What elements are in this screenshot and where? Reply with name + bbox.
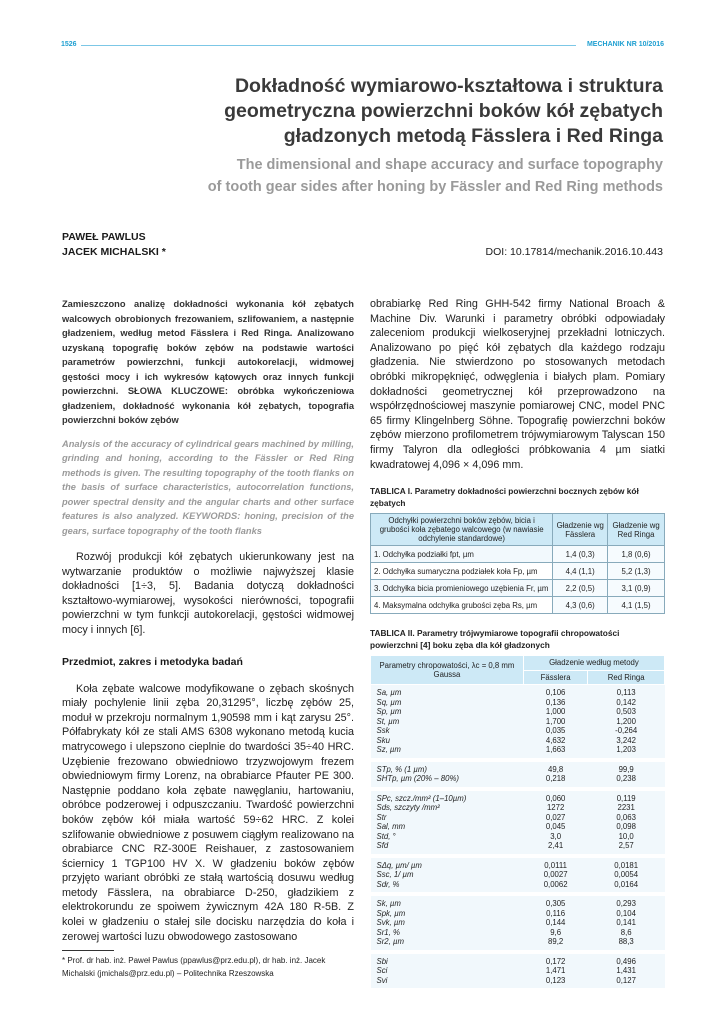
title-en-line: of tooth gear sides after honing by Fässler and Red Ring methods <box>207 179 663 195</box>
parameter-value: 0,060 <box>545 793 566 803</box>
table-cell: 4,3 (0,6) <box>553 597 608 614</box>
parameter-value: -0,264 <box>615 726 638 736</box>
parameter-name: Sku <box>376 735 390 745</box>
table-cell <box>371 760 524 789</box>
table-row <box>371 580 665 597</box>
author-name: PAWEŁ PAWLUS <box>62 231 146 243</box>
parameter-name: Sci <box>376 966 388 976</box>
parameter-value: 1,471 <box>545 966 566 976</box>
table-cell <box>588 894 665 952</box>
parameter-value: 2231 <box>617 803 635 813</box>
title-en-line: The dimensional and shape accuracy and surface topography <box>236 157 663 173</box>
table2-head-col: Fässlera <box>523 670 587 685</box>
parameter-value: 4,632 <box>545 735 566 745</box>
title-pl-line: gładzonych metodą Fässlera i Red Ringa <box>283 125 663 147</box>
parameter-value: 0,218 <box>545 774 566 784</box>
table-cell <box>523 894 587 952</box>
table-cell <box>523 952 587 991</box>
parameter-value: 0,045 <box>545 822 566 832</box>
table-row <box>371 894 665 952</box>
parameter-value: 0,104 <box>616 908 636 918</box>
table1-head-cell: Gładzenie wg Fässlera <box>553 514 608 546</box>
table-cell <box>371 894 524 952</box>
footnote: * Prof. dr hab. inż. Paweł Pawlus (ppawlus@prz.edu.pl), dr hab. inż. Jacek Michalski (jmichals@prz.edu.pl) – Politechnika Rzeszowska <box>62 956 326 978</box>
parameter-name: Spk, µm <box>376 908 406 918</box>
table-row <box>371 952 665 991</box>
parameter-name: SΔq, µm/ µm <box>376 860 422 870</box>
parameter-value: 0,119 <box>616 793 636 803</box>
parameter-value: 0,142 <box>616 697 636 707</box>
table-cell: 4,4 (1,1) <box>553 563 608 580</box>
journal-name: MECHANIK NR 10/2016 <box>586 41 664 48</box>
table1-head-cell: Odchyłki powierzchni boków zębów, bicia i grubości koła zębatego walcowego (w nawiasie odchylenie standardowe) <box>371 514 553 546</box>
parameter-name: Sr2, µm <box>376 937 404 947</box>
parameter-name: Svi <box>376 975 388 985</box>
parameter-value: 0,0111 <box>544 860 567 870</box>
parameter-name: Sr1, % <box>376 927 400 937</box>
parameter-value: 0,305 <box>545 899 566 909</box>
title-pl-line: geometryczna powierzchni boków kół zębatych <box>224 100 663 122</box>
parameter-value: 0,063 <box>616 812 636 822</box>
table-cell: 5,2 (1,3) <box>608 563 665 580</box>
parameter-value: 0,113 <box>616 688 636 698</box>
abstract-polish: Zamieszczono analizę dokładności wykonania kół zębatych walcowych obrobionych frezowaniem, szlifowaniem, a następnie gładzeniem, według metod Fässlera i Red Ringa. Analizowano uzyskaną topografię boków zębów na podstawie wartości parametrów powierzchni, funkcji autokorelacji, widmowej gęstości mocy i ich wykresów kątowych oraz innych funkcji powierzchni. SŁOWA KLUCZOWE: obróbka wykończeniowa gładzeniem, dokładność wykonania kół zębatych, topografia powierzchni boków zębów <box>62 299 354 425</box>
parameter-value: 1,200 <box>616 716 636 726</box>
parameter-value: 0,127 <box>616 975 636 985</box>
table-row <box>371 546 665 563</box>
table-cell: 4. Maksymalna odchyłka grubości zęba Rs, µm <box>371 597 553 614</box>
title-pl-line: Dokładność wymiarowo-kształtowa i struktura <box>234 75 663 97</box>
table-row <box>371 563 665 580</box>
parameter-value: 89,2 <box>548 937 564 947</box>
author-name: JACEK MICHALSKI * <box>62 246 166 258</box>
title-english <box>143 154 663 198</box>
parameter-value: 2,57 <box>618 841 634 851</box>
table-cell: 1,8 (0,6) <box>608 546 665 563</box>
table-cell <box>371 856 524 895</box>
parameter-name: Sa, µm <box>376 688 402 698</box>
parameter-value: 0,496 <box>616 956 636 966</box>
parameter-value: 0,0027 <box>543 870 568 880</box>
table-cell: 3,1 (0,9) <box>608 580 665 597</box>
parameter-value: 0,0054 <box>614 870 639 880</box>
parameter-value: 0,027 <box>545 812 566 822</box>
table2-caption: TABLICA II. Parametry trójwymiarowe topografii chropowatości powierzchni [4] boku zęba dla kół gładzonych <box>370 628 620 650</box>
table2-head-group: Gładzenie według metody <box>523 656 664 671</box>
parameter-name: Ssk <box>376 726 390 736</box>
table-cell <box>588 789 665 856</box>
table2-body <box>371 685 665 991</box>
table2-head-col: Red Ringa <box>588 670 665 685</box>
table1-head-cell: Gładzenie wg Red Ringa <box>608 514 665 546</box>
parameter-value: 0,035 <box>545 726 566 736</box>
parameter-value: 0,0181 <box>614 860 639 870</box>
parameter-name: St, µm <box>376 716 400 726</box>
table1-caption: TABLICA I. Parametry dokładności powierzchni bocznych zębów kół zębatych <box>370 486 639 508</box>
table2-head-param: Parametry chropowatości, λc = 0,8 mm Gaussa <box>371 656 524 685</box>
parameter-value: 88,3 <box>618 937 634 947</box>
table1 <box>370 513 665 614</box>
table-cell <box>588 685 665 760</box>
table-cell <box>588 952 665 991</box>
parameter-value: 0,0164 <box>614 879 639 889</box>
table-cell <box>371 685 524 760</box>
table-row <box>371 856 665 895</box>
parameter-value: 3,242 <box>616 735 636 745</box>
parameter-value: 0,098 <box>616 822 636 832</box>
parameter-name: Sfd <box>376 841 389 851</box>
section-heading: Przedmiot, zakres i metodyka badań <box>62 655 243 668</box>
footnote-rule <box>62 950 114 951</box>
parameter-value: 1,700 <box>545 716 566 726</box>
parameter-value: 0,0062 <box>543 879 568 889</box>
abstract-english: Analysis of the accuracy of cylindrical gears machined by milling, grinding and honing, according to the Fässler or Red Ring methods is given. The resulting topography of the tooth flanks on the basis of surface characteristics, autocorrelation functions, power spectral density and the angular charts and other surface features is also analyzed. KEYWORDS: honing, precision of the gears, surface topography of the tooth flanks <box>62 438 354 536</box>
parameter-value: 0,136 <box>545 697 566 707</box>
page-number: 1526 <box>61 41 77 48</box>
parameter-value: 0,141 <box>616 918 636 928</box>
parameter-name: Sbi <box>376 956 388 966</box>
parameter-name: Sds, szczyty /mm² <box>376 803 440 813</box>
parameter-name: Str <box>376 812 387 822</box>
doi: DOI: 10.17814/mechanik.2016.10.443 <box>485 246 663 258</box>
table-row <box>371 597 665 614</box>
parameter-name: Sz, µm <box>376 745 401 755</box>
parameter-value: 1,000 <box>545 707 566 717</box>
running-header <box>61 41 664 53</box>
parameter-value: 0,293 <box>616 899 636 909</box>
parameter-value: 10,0 <box>618 831 634 841</box>
parameter-value: 1,663 <box>545 745 566 755</box>
parameter-name: SHTp, µm (20% – 80%) <box>376 774 459 784</box>
table-cell <box>523 789 587 856</box>
table2 <box>370 655 665 992</box>
parameter-name: Sp, µm <box>376 707 402 717</box>
parameter-name: Svk, µm <box>376 918 405 928</box>
table-cell <box>371 952 524 991</box>
parameter-value: 99,9 <box>618 764 634 774</box>
right-paragraph: obrabiarkę Red Ring GHH-542 firmy National Broach & Machine Div. Warunki i parametry obróbki odpowiadały zaleceniom produkcji wielkoseryjnej przekładni lotniczych. Analizowano po pięć kół zębatych dla każdego rodzaju gładzenia. Nie stwierdzono po stosowanych metodach obróbki mikropęknięć, odwęglenia i białych plam. Pomiary dokładności geometrycznej kół przeprowadzono na współrzędnościowej maszynie pomiarowej CNC, model PNC 65 firmy Klingelnberg Söhne. Topografię powierzchni boków zębów mierzono profilometrem trójwymiarowym Talyscan 150 firmy Talyron dla odległości próbkowania 4 µm siatki kwadratowej 4,096 × 4,096 mm. <box>370 298 665 471</box>
parameter-value: 2,41 <box>548 841 564 851</box>
parameter-value: 0,106 <box>545 688 566 698</box>
authors <box>62 230 166 260</box>
table-row <box>371 789 665 856</box>
parameter-value: 0,144 <box>545 918 566 928</box>
method-paragraph: Koła zębate walcowe modyfikowane o zębach skośnych miały pochylenie linii zęba 20,31295°, liczbę zębów 25, moduł w przekroju normalnym 1,90598 mm i kąt zarysu 25°. Półfabrykaty kół ze stali AMS 6308 wykonano metodą kucia matrycowego i ulepszono cieplnie do twardości 35÷40 HRC. Uzębienie frezowano obwiedniowo trzyzwojowym frezem obwiedniowym firmy Lorenz, na obrabiarce Pfauter PE 300. Następnie poddano koła zębate nawęglaniu, hartowaniu, obróbce podzerowej i odpuszczaniu. Twardość powierzchni boków zębów kół miała wartość 59÷62 HRC. Z kolei szlifowanie obwiedniowe z posuwem ciągłym realizowano na obrabiarce CNC RZ-300E Reishauer, z zastosowaniem ściernicy 1 TGP100 HV X. W gładzeniu boków zębów przyjęto wariant obróbki ze stałą wartością dosuwu według metody Fässlera, na obrabiarce D-250, gładzikiem z elektrokorundu ze spoiwem żywicznym 42A 180 R-5B. Z kolei w gładzeniu o stałej sile docisku narzędzia do koła i zerowej wartości luzu obwodowego zastosowano <box>62 682 354 943</box>
parameter-value: 9,6 <box>550 927 562 937</box>
table-cell: 2. Odchyłka sumaryczna podziałek koła Fp, µm <box>371 563 553 580</box>
table-cell <box>523 760 587 789</box>
table-cell <box>588 856 665 895</box>
parameter-value: 1,431 <box>616 966 636 976</box>
title-polish <box>143 74 663 149</box>
introduction-paragraph: Rozwój produkcji kół zębatych ukierunkowany jest na wytwarzanie produktów o możliwie najwyższej klasie dokładności [1÷3, 5]. Badania dotyczą dokładności kształtowo-wymiarowej, wysokości nierówności, topografii powierzchni w tym funkcji autokorelacji, gęstości widmowej mocy i innych [6]. <box>62 551 354 636</box>
parameter-name: Sal, mm <box>376 822 406 832</box>
table-cell: 4,1 (1,5) <box>608 597 665 614</box>
table-cell: 1. Odchyłka podziałki fpt, µm <box>371 546 553 563</box>
parameter-name: Sk, µm <box>376 899 401 909</box>
table-cell <box>523 856 587 895</box>
parameter-name: Sq, µm <box>376 697 402 707</box>
table-cell <box>588 760 665 789</box>
table-cell: 2,2 (0,5) <box>553 580 608 597</box>
parameter-value: 49,8 <box>548 764 564 774</box>
parameter-value: 3,0 <box>550 831 562 841</box>
parameter-value: 0,123 <box>545 975 566 985</box>
parameter-name: Sdr, % <box>376 879 400 889</box>
parameter-value: 0,116 <box>546 908 566 918</box>
header-rule <box>81 45 576 46</box>
table-cell: 3. Odchyłka bicia promieniowego uzębienia Fr, µm <box>371 580 553 597</box>
left-column <box>62 297 354 980</box>
parameter-value: 8,6 <box>620 927 632 937</box>
parameter-value: 1272 <box>546 803 565 813</box>
parameter-name: Ssc, 1/ µm <box>376 870 414 880</box>
table-cell: 1,4 (0,3) <box>553 546 608 563</box>
parameter-name: SPc, szcz./mm² (1–10µm) <box>376 793 467 803</box>
table-cell <box>371 789 524 856</box>
parameter-value: 0,238 <box>616 774 636 784</box>
table-row <box>371 760 665 789</box>
table-cell <box>523 685 587 760</box>
parameter-value: 0,172 <box>545 956 566 966</box>
parameter-name: Std, ° <box>376 831 396 841</box>
parameter-value: 0,503 <box>616 707 636 717</box>
table-row <box>371 685 665 760</box>
parameter-value: 1,203 <box>616 745 636 755</box>
right-column <box>370 297 665 992</box>
parameter-name: STp, % (1 µm) <box>376 764 427 774</box>
